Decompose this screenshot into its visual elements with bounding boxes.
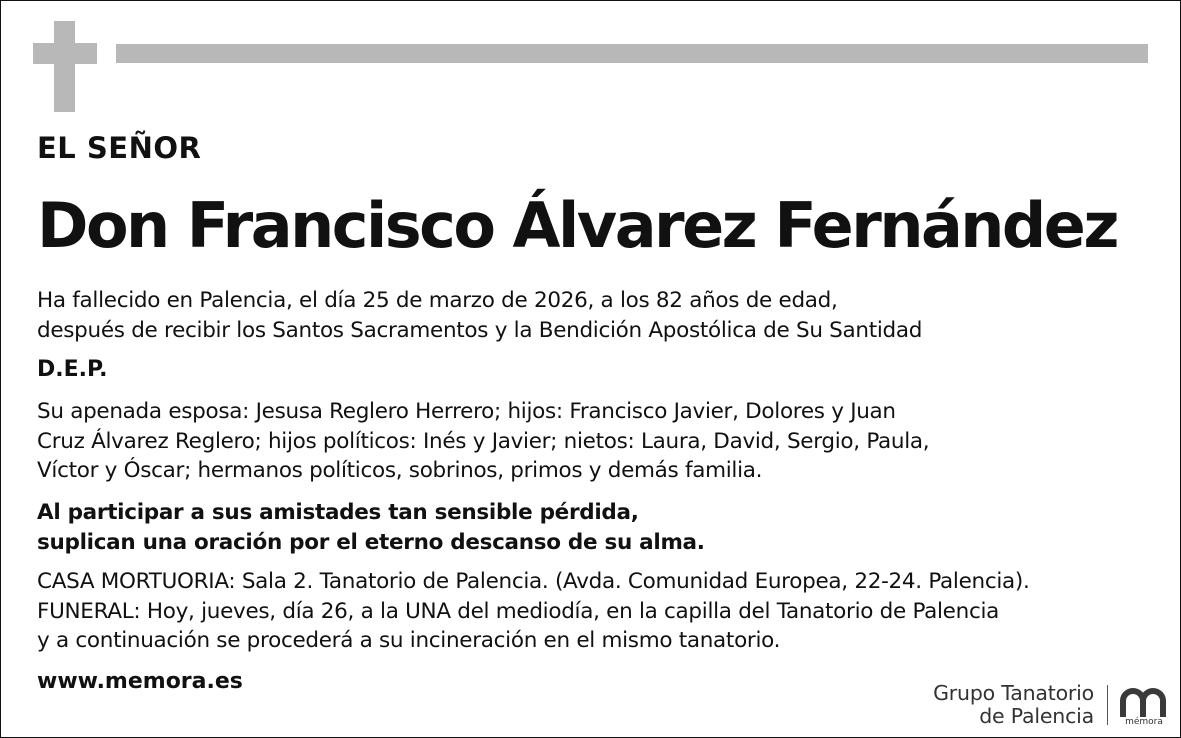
death-notice-line: Ha fallecido en Palencia, el día 25 de marzo de 2026, a los 82 años de edad,: [37, 288, 838, 313]
family-line: Víctor y Óscar; hermanos políticos, sobrinos, primos y demás familia.: [37, 458, 763, 483]
prayer-request: [37, 498, 705, 557]
family-line: Cruz Álvarez Reglero; hijos políticos: Inés y Javier; nietos: Laura, David, Sergio, Paula,: [37, 428, 930, 454]
title-label: EL SEÑOR: [37, 131, 202, 165]
funeral-home-line: Grupo Tanatorio: [933, 681, 1094, 705]
death-notice-line: después de recibir los Santos Sacramentos y la Bendición Apostólica de Su Santidad: [37, 317, 923, 343]
service-info-line: FUNERAL: Hoy, jueves, día 26, a la UNA del mediodía, en la capilla del Tanatorio de Palencia: [37, 598, 1000, 624]
family-line: Su apenada esposa: Jesusa Reglero Herrero; hijos: Francisco Javier, Dolores y Juan: [37, 399, 896, 424]
funeral-home-name: [933, 682, 1094, 728]
cross-icon: [54, 21, 75, 112]
service-info-line: y a continuación se procederá a su incineración en el mismo tanatorio.: [37, 628, 781, 653]
website-link[interactable]: www.memora.es: [37, 669, 243, 694]
deceased-name: Don Francisco Álvarez Fernández: [37, 189, 1117, 262]
funeral-home-line: de Palencia: [979, 704, 1094, 728]
prayer-request-line: Al participar a sus amistades tan sensible pérdida,: [37, 500, 639, 525]
service-info: [37, 567, 1030, 656]
header-rule: [116, 44, 1148, 63]
dep-label: D.E.P.: [37, 357, 108, 382]
death-notice: [37, 286, 922, 345]
service-info-line: CASA MORTUORIA: Sala 2. Tanatorio de Palencia. (Avda. Comunidad Europea, 22-24. Palencia).: [37, 569, 1030, 594]
brand-divider: [1107, 685, 1108, 725]
prayer-request-line: suplican una oración por el eterno descanso de su alma.: [37, 529, 705, 555]
cross-icon-crossbar: [33, 43, 97, 64]
logo-caption: mémora: [1125, 717, 1163, 727]
family-list: [37, 397, 929, 486]
